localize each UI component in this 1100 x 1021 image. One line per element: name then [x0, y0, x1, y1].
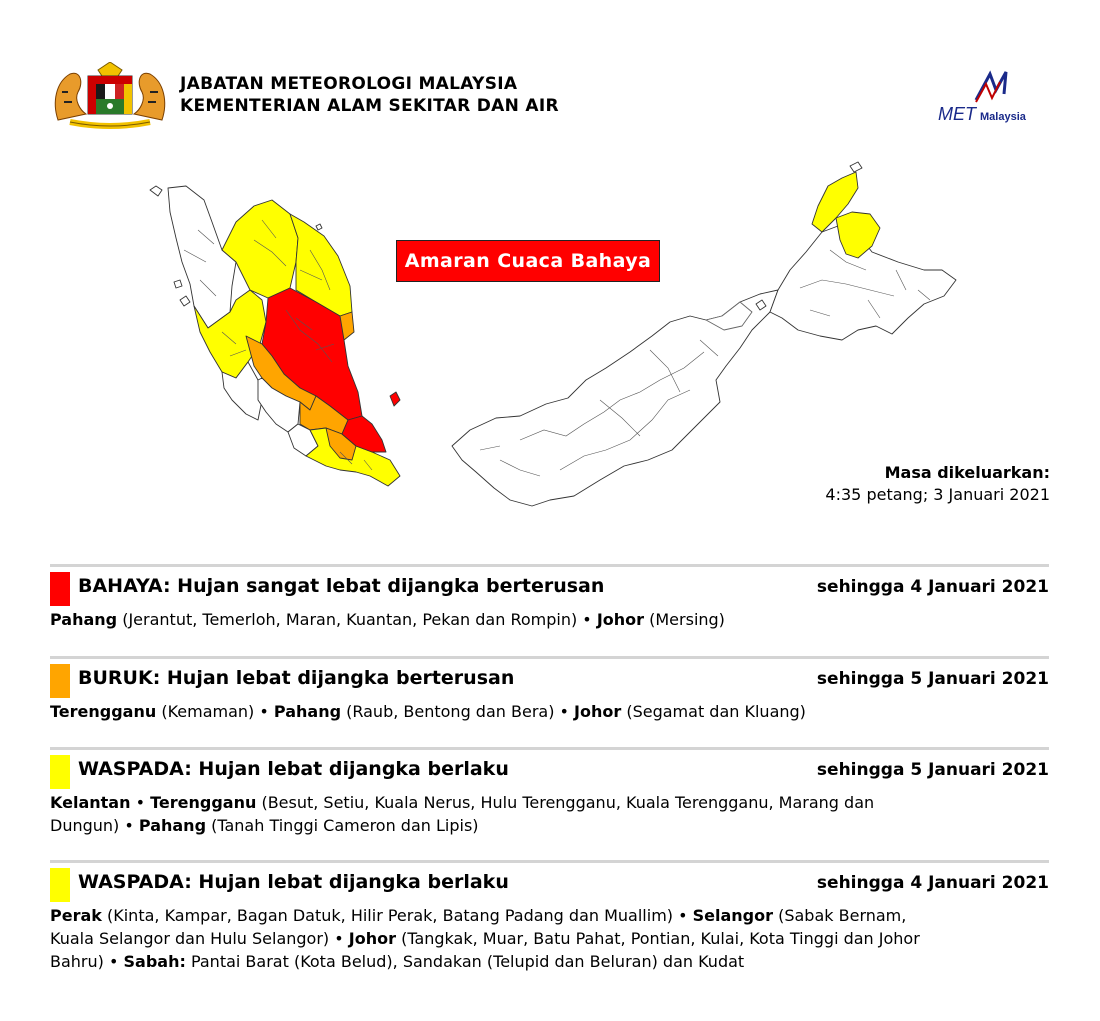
- level-color-square: [50, 572, 70, 606]
- section-divider: [50, 860, 1049, 863]
- section-title: BURUK: Hujan lebat dijangka berterusan: [78, 667, 515, 689]
- area-line: [50, 904, 1049, 927]
- met-malaysia-logo: [936, 68, 1048, 126]
- area-line: [50, 608, 1049, 631]
- state-name: Pahang: [50, 610, 118, 629]
- district-list: (Besut, Setiu, Kuala Nerus, Hulu Terengganu, Kuala Terengganu, Marang dan: [256, 793, 875, 812]
- district-list: Dungun) •: [50, 816, 139, 835]
- organization-name: [180, 73, 559, 117]
- level-color-square: [50, 664, 70, 698]
- section-title: BAHAYA: Hujan sangat lebat dijangka berterusan: [78, 575, 605, 597]
- state-name: Sabah:: [123, 952, 186, 971]
- map-region-tioman: [390, 392, 400, 406]
- section-title: WASPADA: Hujan lebat dijangka berlaku: [78, 758, 509, 780]
- section-areas: [50, 791, 1049, 837]
- org-line-2: KEMENTERIAN ALAM SEKITAR DAN AIR: [180, 96, 559, 116]
- state-name: Pahang: [273, 702, 342, 721]
- malaysia-logo-text: Malaysia: [980, 111, 1026, 123]
- district-list: (Mersing): [644, 610, 725, 629]
- issued-label: Masa dikeluarkan:: [884, 463, 1050, 482]
- district-list: •: [130, 793, 151, 812]
- state-name: Perak: [50, 906, 102, 925]
- met-logo-text: MET: [938, 104, 976, 124]
- section-until-date: sehingga 5 Januari 2021: [816, 760, 1049, 780]
- area-line: [50, 950, 1049, 973]
- district-list: (Raub, Bentong dan Bera) •: [341, 702, 575, 721]
- district-list: Pantai Barat (Kota Belud), Sandakan (Telupid dan Beluran) dan Kudat: [185, 952, 745, 971]
- district-list: Bahru) •: [50, 952, 124, 971]
- map-region-northwest: [168, 186, 236, 328]
- section-areas: [50, 608, 1049, 631]
- state-name: Johor: [596, 610, 645, 629]
- state-name: Johor: [574, 702, 622, 721]
- warning-title-box: Amaran Cuaca Bahaya: [396, 240, 660, 282]
- issued-time-block: [825, 462, 1050, 506]
- org-line-1: JABATAN METEOROLOGI MALAYSIA: [180, 74, 518, 94]
- level-color-square: [50, 868, 70, 902]
- section-until-date: sehingga 4 Januari 2021: [816, 577, 1049, 597]
- coat-of-arms-logo: [50, 62, 170, 130]
- district-list: (Kemaman) •: [156, 702, 274, 721]
- issued-time: 4:35 petang; 3 Januari 2021: [825, 485, 1050, 504]
- section-until-date: sehingga 4 Januari 2021: [816, 873, 1049, 893]
- area-line: [50, 700, 1049, 723]
- state-name: Terengganu: [50, 702, 157, 721]
- state-name: Kelantan: [50, 793, 131, 812]
- state-name: Selangor: [692, 906, 774, 925]
- district-list: (Tanah Tinggi Cameron dan Lipis): [206, 816, 479, 835]
- state-name: Terengganu: [150, 793, 257, 812]
- section-divider: [50, 747, 1049, 750]
- state-name: Pahang: [138, 816, 207, 835]
- section-divider: [50, 564, 1049, 567]
- area-line: [50, 791, 1049, 814]
- section-title: WASPADA: Hujan lebat dijangka berlaku: [78, 871, 509, 893]
- district-list: Kuala Selangor dan Hulu Selangor) •: [50, 929, 349, 948]
- district-list: (Kinta, Kampar, Bagan Datuk, Hilir Perak, Batang Padang dan Muallim) •: [101, 906, 693, 925]
- header: [50, 62, 1050, 132]
- section-areas: [50, 904, 1049, 973]
- area-line: [50, 927, 1049, 950]
- district-list: (Jerantut, Temerloh, Maran, Kuantan, Pekan dan Rompin) •: [117, 610, 597, 629]
- level-color-square: [50, 755, 70, 789]
- state-name: Johor: [348, 929, 396, 948]
- district-list: (Tangkak, Muar, Batu Pahat, Pontian, Kulai, Kota Tinggi dan Johor: [396, 929, 920, 948]
- district-list: (Segamat dan Kluang): [621, 702, 806, 721]
- section-areas: [50, 700, 1049, 723]
- district-list: (Sabak Bernam,: [773, 906, 907, 925]
- map-region-kelantan: [222, 200, 298, 298]
- section-until-date: sehingga 5 Januari 2021: [816, 669, 1049, 689]
- map-region-small-island: [316, 224, 322, 230]
- section-divider: [50, 656, 1049, 659]
- area-line: [50, 814, 1049, 837]
